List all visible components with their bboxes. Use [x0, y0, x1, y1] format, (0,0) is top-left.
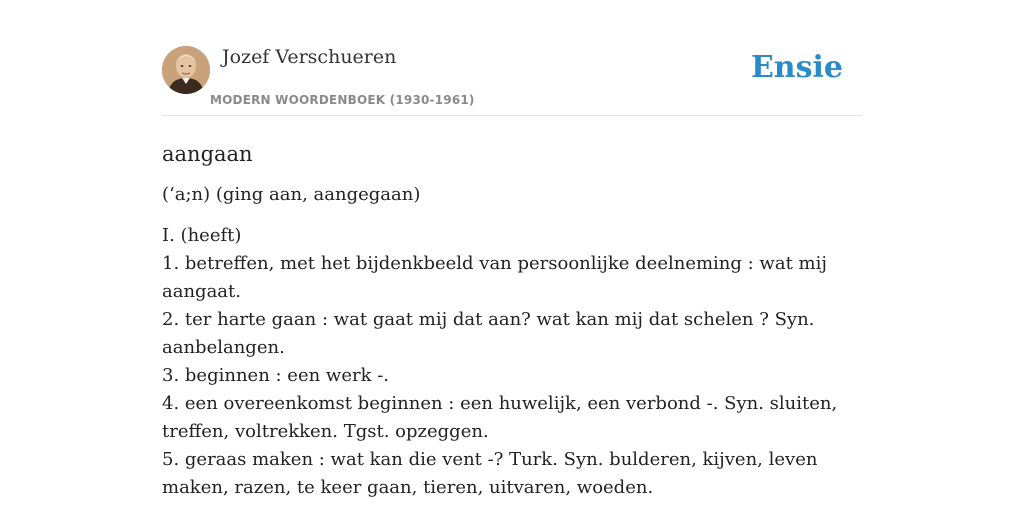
author-name[interactable]: Jozef Verschueren: [222, 46, 397, 68]
entry-term: aangaan: [162, 142, 253, 166]
source-title[interactable]: MODERN WOORDENBOEK (1930-1961): [210, 93, 475, 107]
definition-line: 3. beginnen : een werk -.: [162, 365, 390, 386]
definition-line: 1. betreffen, met het bijdenkbeeld van persoonlijke deelneming : wat mij aangaat.: [162, 253, 827, 302]
portrait-icon: [162, 46, 210, 94]
author-avatar[interactable]: [162, 46, 210, 94]
entry-pronunciation: (‘a;n) (ging aan, aangegaan): [162, 184, 421, 205]
definition-line: I. (heeft): [162, 225, 242, 246]
brand-logo[interactable]: Ensie: [750, 50, 843, 85]
definition-card: [162, 40, 862, 502]
card-header: [162, 40, 862, 116]
definition-list: [162, 222, 862, 502]
definition-line: 2. ter harte gaan : wat gaat mij dat aan? wat kan mij dat schelen ? Syn. aanbelangen.: [162, 309, 815, 358]
definition-line: 5. geraas maken : wat kan die vent -? Turk. Syn. bulderen, kijven, leven maken, razen, te keer gaan, tieren, uitvaren, woeden.: [162, 449, 818, 498]
definition-line: 4. een overeenkomst beginnen : een huwelijk, een verbond -. Syn. sluiten, treffen, voltrekken. Tgst. opzeggen.: [162, 393, 838, 442]
